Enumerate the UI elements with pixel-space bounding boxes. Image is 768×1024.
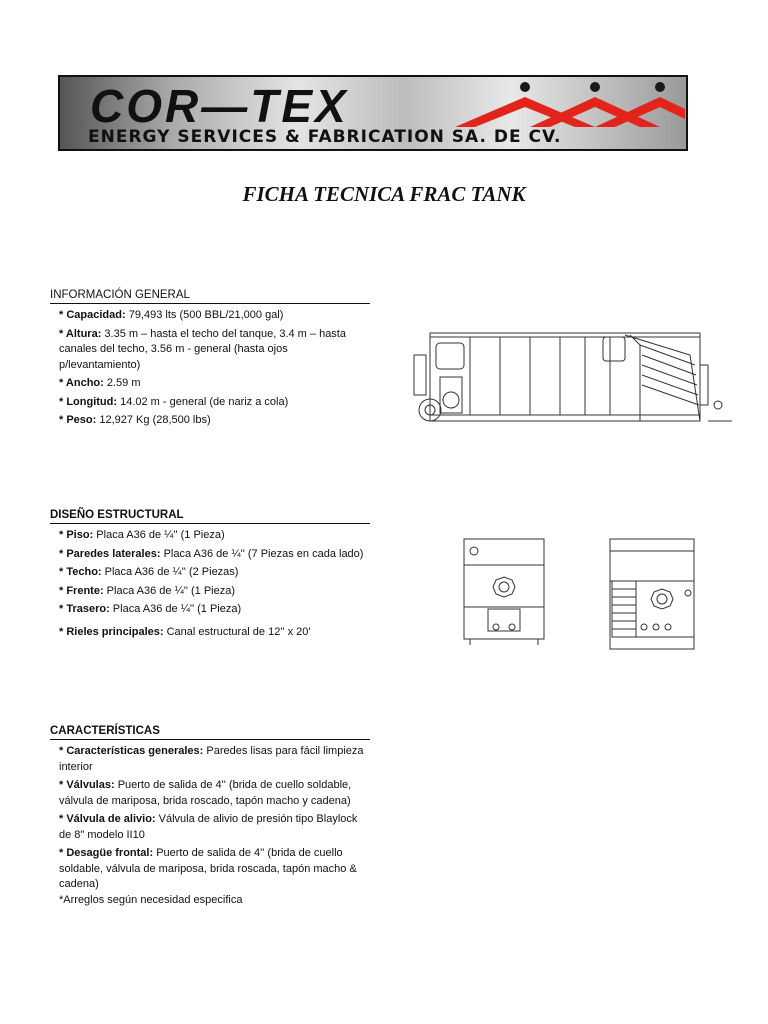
structural-item: * Techo: Placa A36 de ¼'' (2 Piezas) <box>59 566 239 578</box>
general-item: * Longitud: 14.02 m - general (de nariz a cola) <box>59 395 289 408</box>
features-item: * Características generales: Paredes lisas para fácil limpieza interior <box>59 745 364 773</box>
logo-mark-icon <box>435 79 685 131</box>
tank-front-view-drawing <box>460 537 548 647</box>
structural-item: * Piso: Placa A36 de ¼'' (1 Pieza) <box>59 529 225 541</box>
general-item: * Capacidad: 79,493 lts (500 BBL/21,000 gal) <box>59 309 284 321</box>
brand-name: COR—TEX <box>90 80 349 132</box>
general-info-section <box>50 289 370 432</box>
structural-item: * Rieles principales: Canal estructural de 12'' x 20' <box>59 625 311 638</box>
features-item: * Válvulas: Puerto de salida de 4'' (brida de cuello soldable, válvula de mariposa, brida roscado, tapón macho y cadena) <box>59 779 352 807</box>
structural-section <box>50 509 370 643</box>
features-section <box>50 725 370 908</box>
structural-heading: DISEÑO ESTRUCTURAL <box>50 509 370 524</box>
tank-rear-view-drawing <box>606 537 698 653</box>
general-item: * Altura: 3.35 m – hasta el techo del tanque, 3.4 m – hasta canales del techo, 3.56 m - general (hasta ojos p/levantamiento) <box>59 327 346 371</box>
general-item: * Ancho: 2.59 m <box>59 377 141 389</box>
structural-item: * Trasero: Placa A36 de ¼'' (1 Pieza) <box>59 603 242 615</box>
brand-subtitle: ENERGY SERVICES & FABRICATION SA. DE CV. <box>88 127 562 147</box>
structural-item: * Paredes laterales: Placa A36 de ¼'' (7 Piezas en cada lado) <box>59 547 364 560</box>
features-note: *Arreglos según necesidad especifica <box>59 893 243 906</box>
general-info-heading: INFORMACIÓN GENERAL <box>50 289 370 304</box>
features-item: * Válvula de alivio: Válvula de alivio de presión tipo Blaylock de 8" modelo II10 <box>59 813 358 841</box>
tank-side-view-drawing <box>410 325 732 431</box>
general-item: * Peso: 12,927 Kg (28,500 lbs) <box>59 414 211 426</box>
structural-item: * Frente: Placa A36 de ¼'' (1 Pieza) <box>59 584 236 597</box>
features-item: * Desagüe frontal: Puerto de salida de 4'' (brida de cuello soldable, válvula de mariposa, brida roscada, tapón macho & cadena) <box>59 847 357 890</box>
company-banner <box>58 75 688 151</box>
page-title: FICHA TECNICA FRAC TANK <box>242 182 526 206</box>
features-heading: CARACTERÍSTICAS <box>50 725 370 740</box>
